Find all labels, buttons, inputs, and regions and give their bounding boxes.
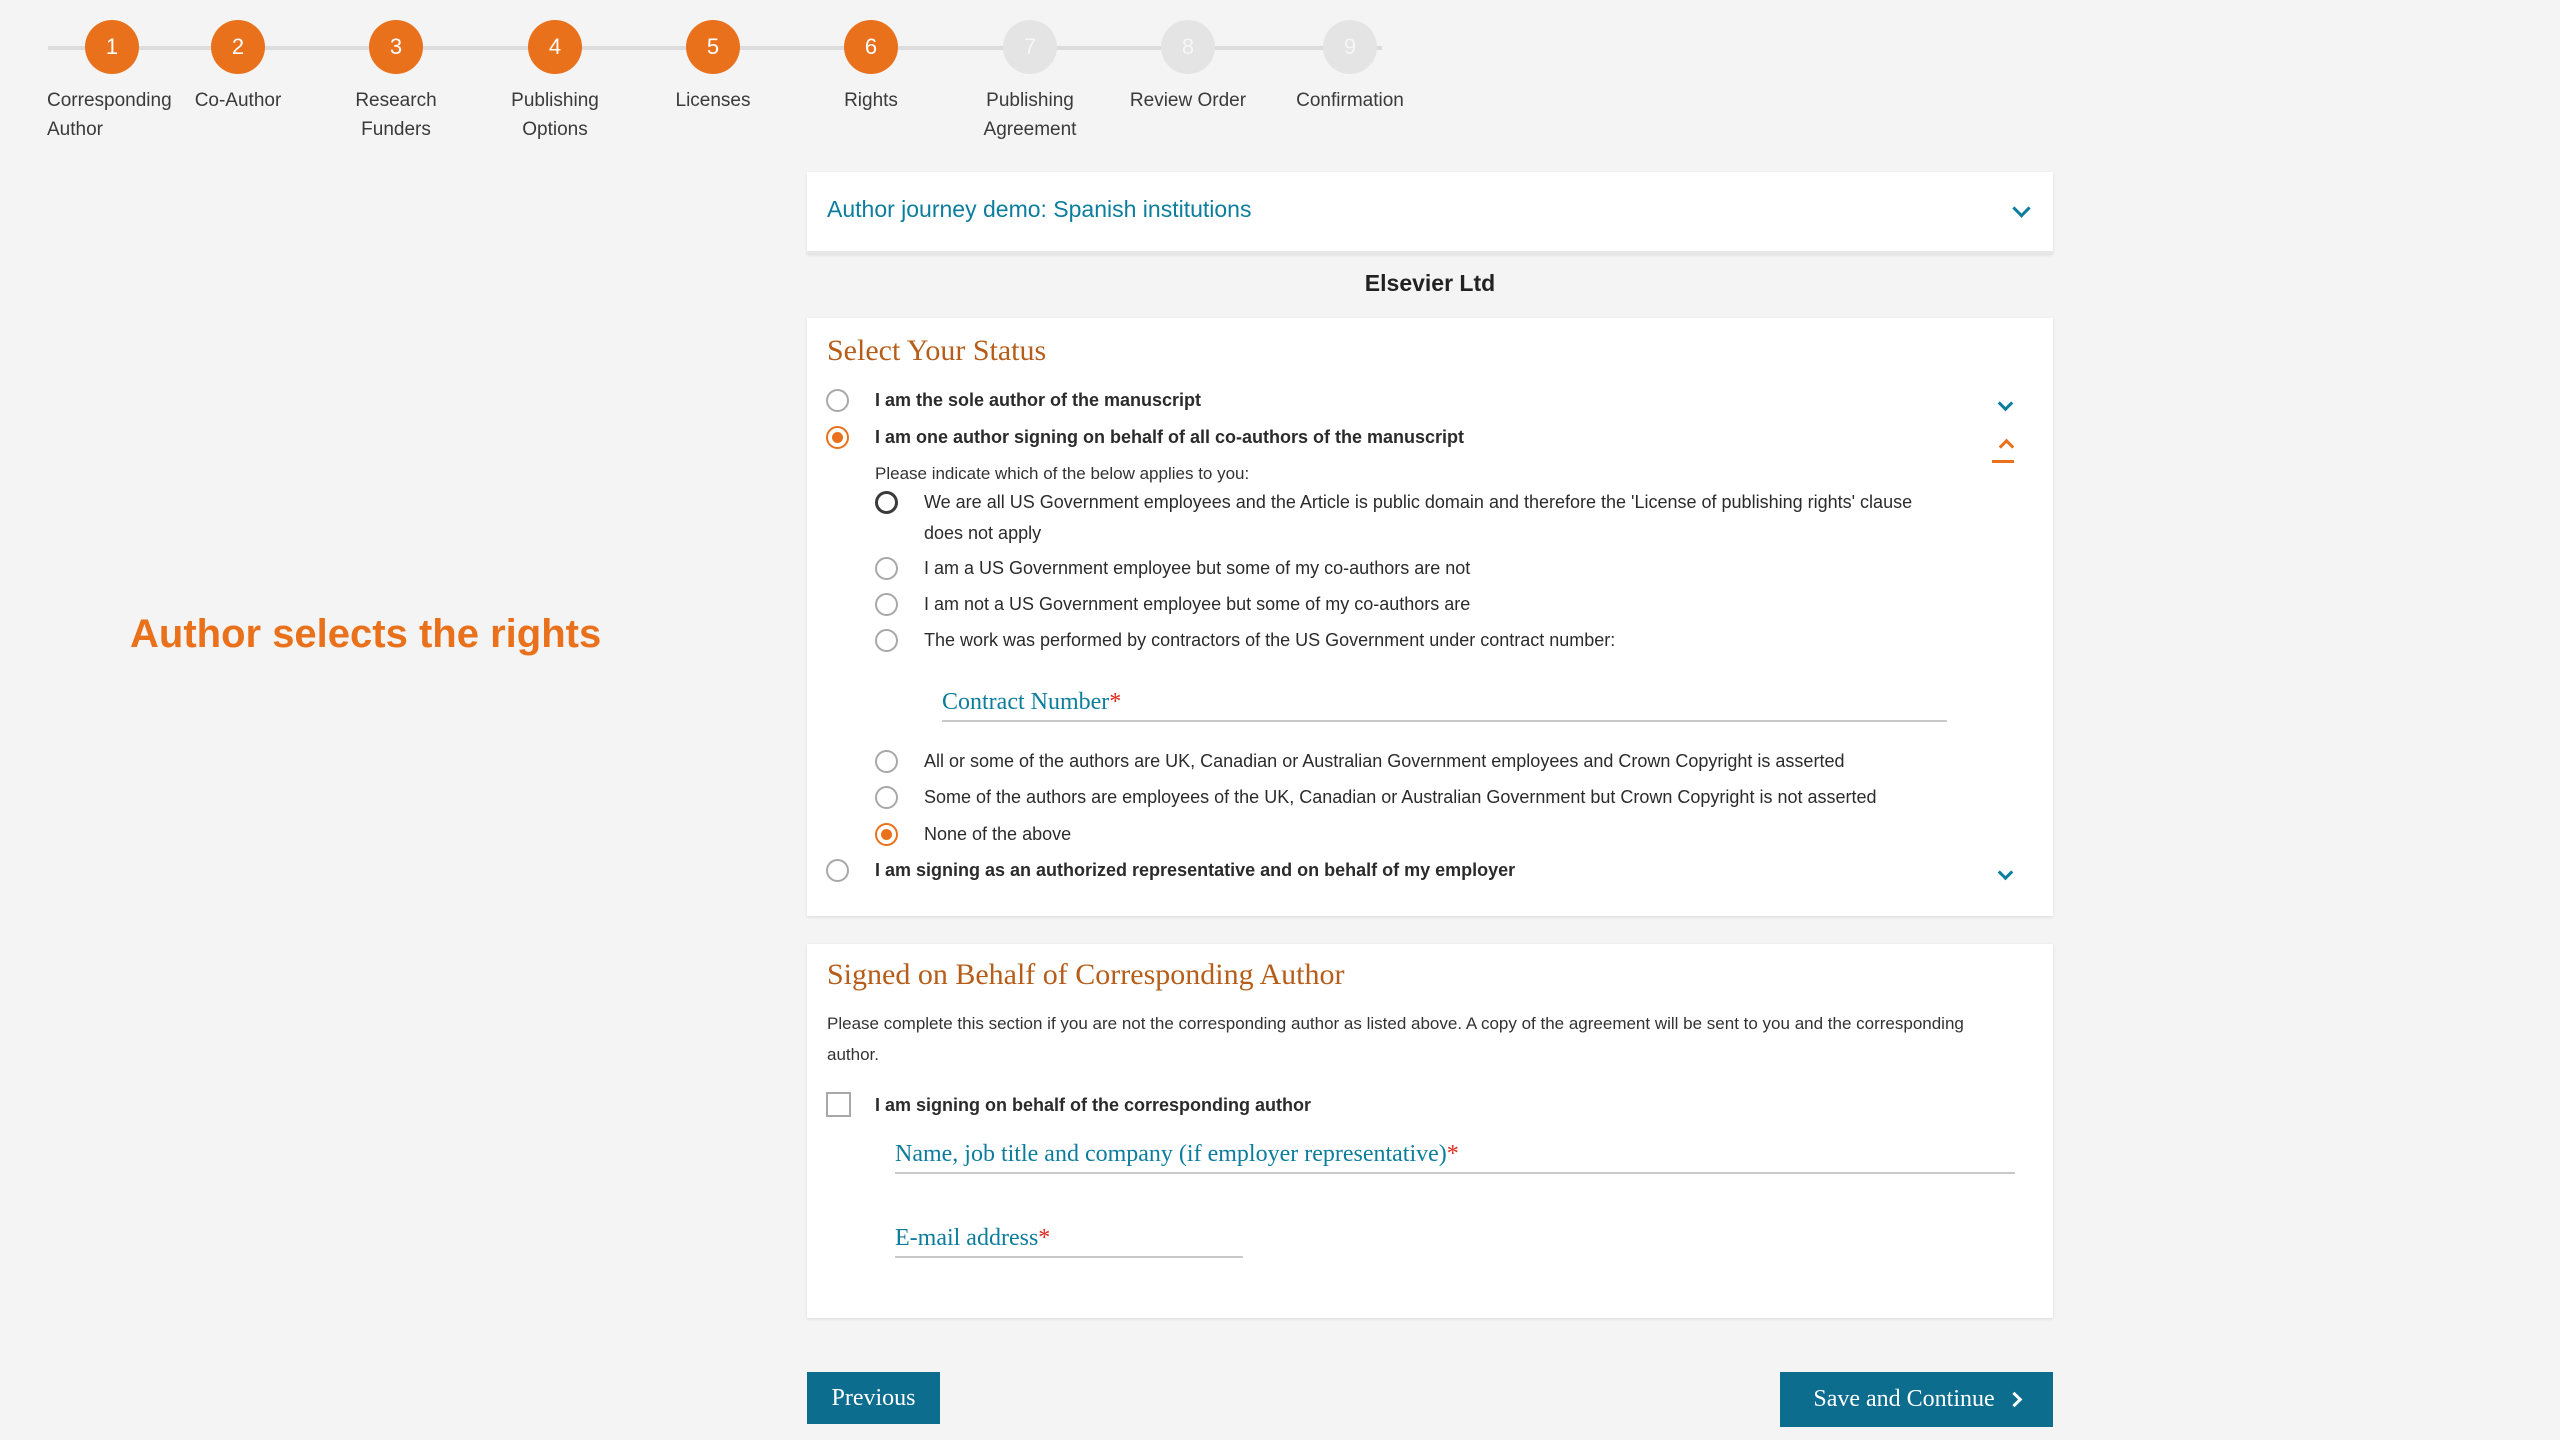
radio-sub-option-2[interactable] [875, 557, 898, 580]
sub-option-3-label: I am not a US Government employee but some of my co-authors are [924, 594, 1471, 614]
option-behalf-coauthors[interactable] [826, 427, 1464, 453]
journey-dropdown[interactable] [807, 172, 2053, 254]
sub-option-2-label: I am a US Government employee but some of my co-authors are not [924, 558, 1471, 578]
chevron-up-icon[interactable] [1999, 439, 2015, 455]
step-9-circle: 9 [1323, 20, 1377, 74]
organization-name: Elsevier Ltd [1364, 270, 1496, 296]
step-2[interactable] [153, 20, 323, 115]
previous-button-label: Previous [831, 1384, 916, 1411]
expanded-indicator [1992, 460, 2014, 463]
contract-number-field[interactable] [942, 678, 1947, 722]
step-9 [1265, 20, 1435, 115]
step-5[interactable] [628, 20, 798, 115]
step-3-label: Research Funders [355, 90, 437, 140]
radio-sub-option-7[interactable] [875, 823, 898, 846]
signing-on-behalf-label: I am signing on behalf of the corresponding author [875, 1095, 1312, 1115]
radio-sub-option-3[interactable] [875, 593, 898, 616]
option-representative-label: I am signing as an authorized representative and on behalf of my employer [875, 860, 1516, 880]
signed-on-behalf-section [807, 944, 2053, 1318]
sub-option-7-label: None of the above [924, 824, 1072, 844]
signing-on-behalf-checkbox[interactable] [826, 1092, 851, 1117]
signed-section-title: Signed on Behalf of Corresponding Author [827, 958, 1345, 991]
status-section [807, 318, 2053, 916]
step-8-circle: 8 [1161, 20, 1215, 74]
status-section-title: Select Your Status [827, 334, 1047, 367]
step-5-label: Licenses [675, 90, 751, 111]
step-5-circle: 5 [686, 20, 740, 74]
applies-prompt: Please indicate which of the below applies to you: [875, 464, 1250, 483]
radio-sole-author[interactable] [826, 389, 849, 412]
chevron-down-icon[interactable] [2012, 199, 2030, 217]
chevron-right-icon [2006, 1392, 2022, 1408]
email-address-field[interactable] [895, 1214, 1243, 1258]
step-2-label: Co-Author [194, 90, 282, 111]
save-and-continue-label: Save and Continue [1813, 1386, 1995, 1412]
step-1-circle: 1 [85, 20, 139, 74]
step-4-circle: 4 [528, 20, 582, 74]
chevron-down-icon[interactable] [1998, 396, 2014, 412]
sub-option-4-label: The work was performed by contractors of the US Government under contract number: [924, 630, 1616, 650]
previous-button[interactable] [807, 1372, 940, 1424]
sub-option-5[interactable] [875, 751, 1844, 777]
save-and-continue-button[interactable] [1780, 1372, 2053, 1427]
journey-title: Author journey demo: Spanish institutions [827, 196, 1252, 222]
step-1-label: Corresponding Author [47, 90, 172, 140]
annotation-caption: Author selects the rights [130, 612, 602, 656]
signed-section-description: Please complete this section if you are not the corresponding author as listed above. A copy of the agreement will be sent to you and the corresponding author. [827, 1014, 1964, 1064]
radio-representative[interactable] [826, 859, 849, 882]
name-job-company-field[interactable] [895, 1130, 2015, 1174]
step-2-circle: 2 [211, 20, 265, 74]
step-8-label: Review Order [1129, 90, 1247, 111]
sub-option-6[interactable] [875, 787, 1877, 813]
sub-option-5-label: All or some of the authors are UK, Canadian or Australian Government employees and Crown Copyright is asserted [924, 751, 1845, 771]
radio-behalf-coauthors[interactable] [826, 426, 849, 449]
option-representative[interactable] [826, 860, 1515, 886]
email-address-label: E-mail address* [895, 1225, 1051, 1251]
step-7 [945, 20, 1115, 144]
sub-option-3[interactable] [875, 594, 1470, 620]
sub-option-1[interactable] [875, 492, 1935, 549]
step-8 [1103, 20, 1273, 115]
option-sole-author-label: I am the sole author of the manuscript [875, 390, 1202, 410]
step-4-label: Publishing Options [511, 90, 599, 140]
contract-number-label: Contract Number* [942, 689, 1122, 715]
option-behalf-coauthors-label: I am one author signing on behalf of all co-authors of the manuscript [875, 427, 1465, 447]
step-6-label: Rights [844, 90, 898, 111]
step-7-circle: 7 [1003, 20, 1057, 74]
step-6-circle: 6 [844, 20, 898, 74]
sub-option-6-label: Some of the authors are employees of the UK, Canadian or Australian Government but Crown Copyright is not asserted [924, 787, 1877, 807]
radio-sub-option-5[interactable] [875, 750, 898, 773]
step-9-label: Confirmation [1296, 90, 1404, 111]
sub-option-7[interactable] [875, 824, 1071, 850]
sub-option-4[interactable] [875, 630, 1615, 656]
progress-stepper [0, 0, 1440, 160]
sub-option-2[interactable] [875, 558, 1470, 584]
radio-sub-option-1[interactable] [875, 491, 898, 514]
chevron-down-icon[interactable] [1998, 865, 2014, 881]
step-3[interactable] [311, 20, 481, 144]
option-sole-author[interactable] [826, 390, 1201, 416]
radio-sub-option-6[interactable] [875, 786, 898, 809]
step-7-label: Publishing Agreement [983, 90, 1077, 140]
step-6[interactable] [786, 20, 956, 115]
step-4[interactable] [470, 20, 640, 144]
sub-option-1-label: We are all US Government employees and the Article is public domain and therefore the 'License of publishing rights' clause does not apply [924, 492, 1913, 543]
step-3-circle: 3 [369, 20, 423, 74]
radio-sub-option-4[interactable] [875, 629, 898, 652]
name-job-company-label: Name, job title and company (if employer representative)* [895, 1141, 1459, 1167]
